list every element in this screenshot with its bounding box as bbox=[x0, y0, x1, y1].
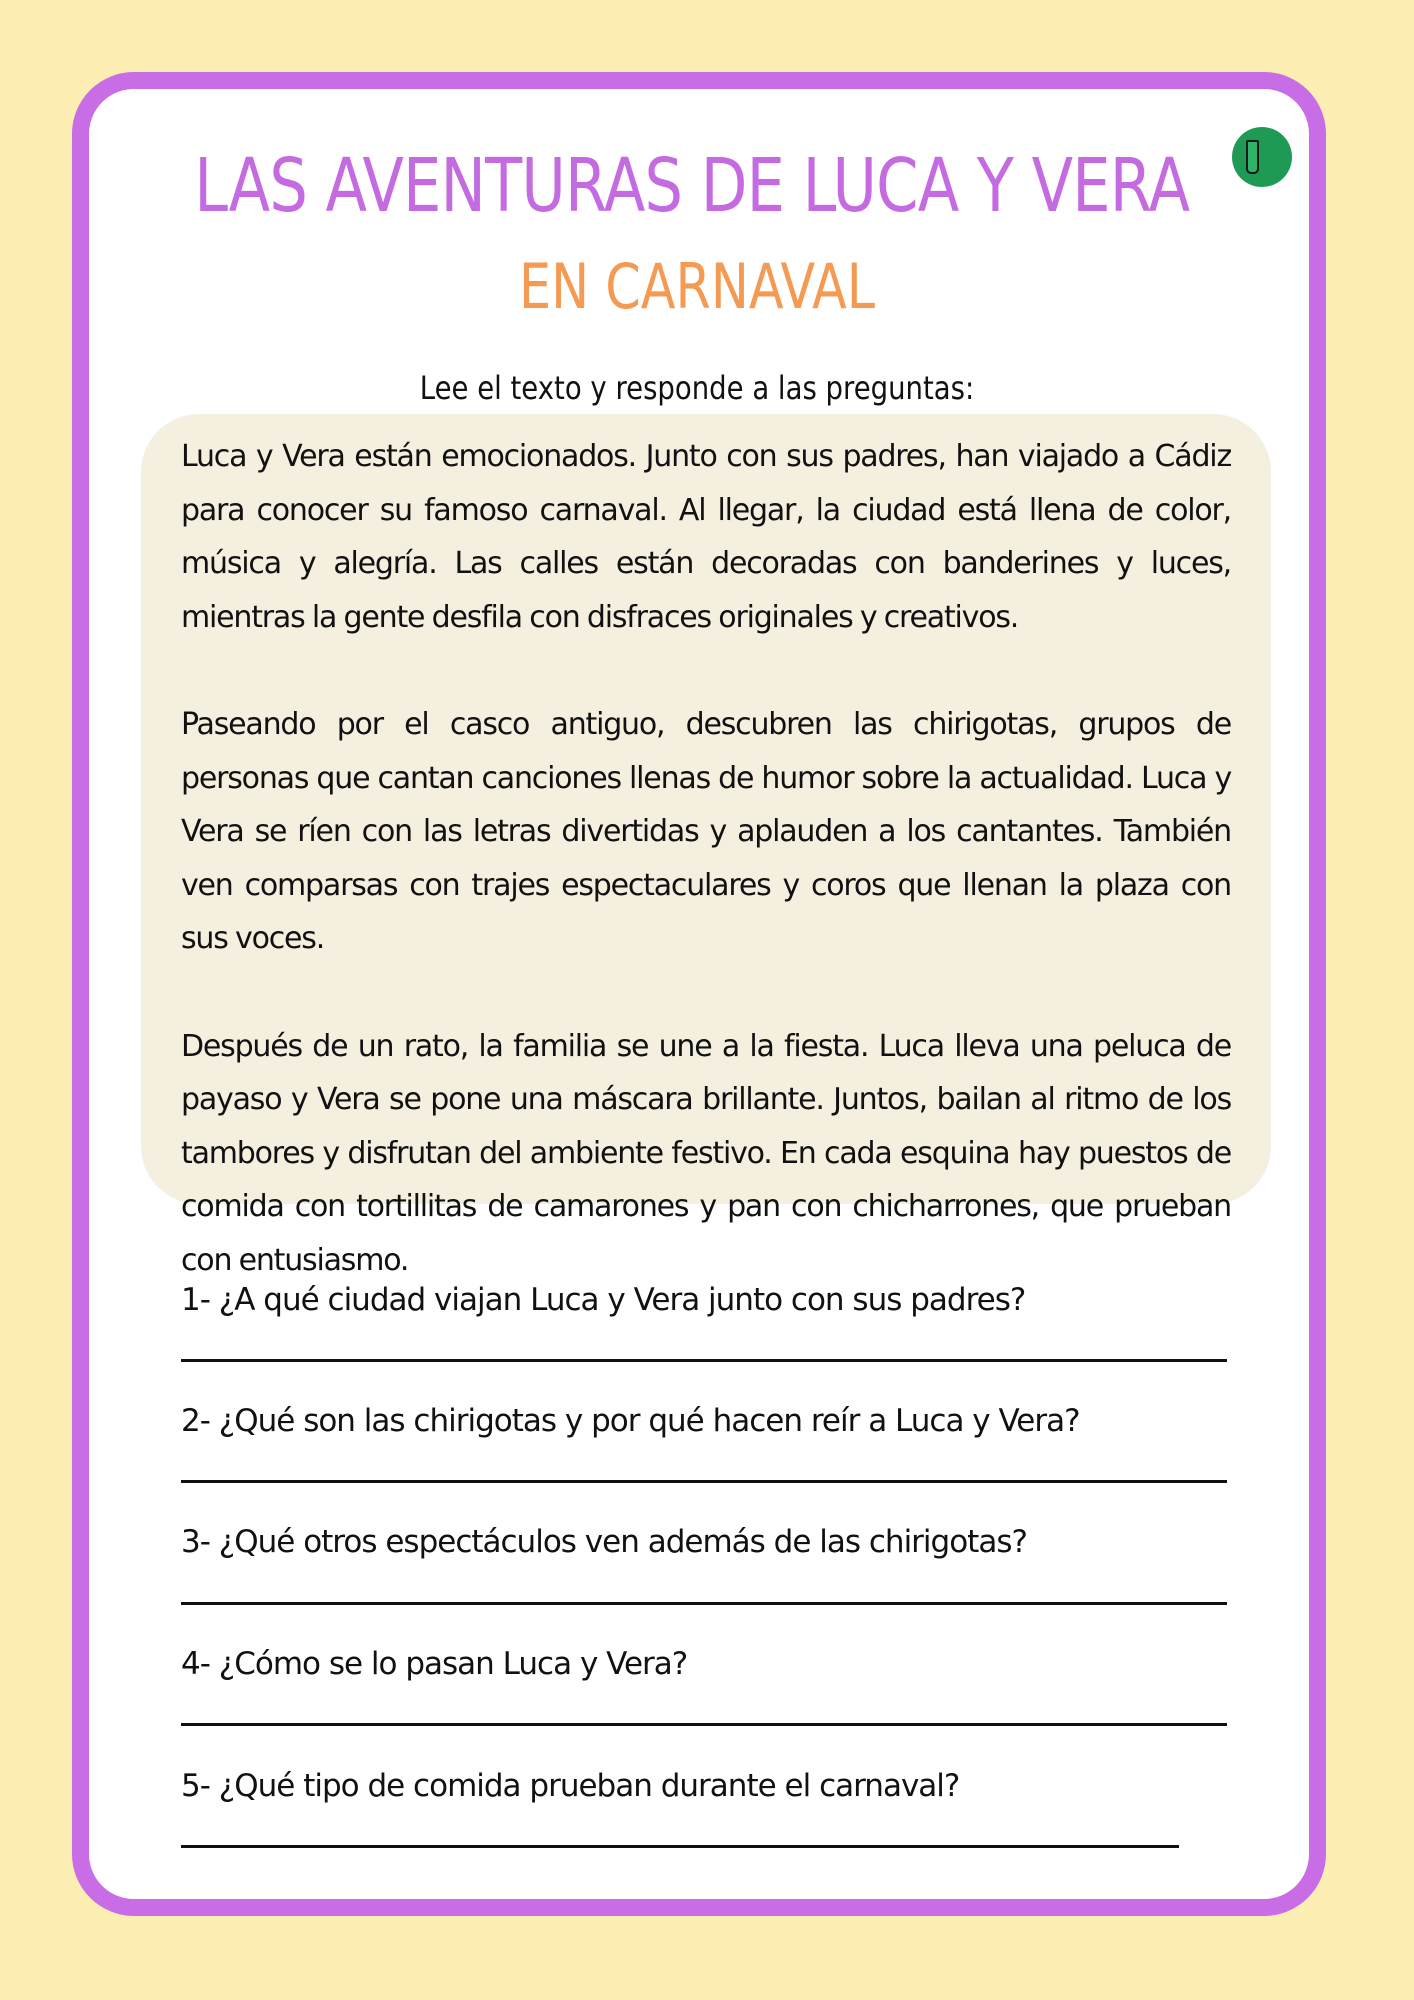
pencil-icon bbox=[1246, 140, 1259, 174]
question-5: 5- ¿Qué tipo de comida prueban durante el carnaval? bbox=[181, 1768, 960, 1804]
reading-text-box bbox=[141, 414, 1271, 1278]
question-2: 2- ¿Qué son las chirigotas y por qué hacen reír a Luca y Vera? bbox=[181, 1403, 1080, 1439]
answer-line-3[interactable] bbox=[181, 1602, 1227, 1605]
answer-line-1[interactable] bbox=[181, 1359, 1227, 1362]
reading-paragraph-1: Luca y Vera están emocionados. Junto con sus padres, han viajado a Cádiz para conocer su famoso carnaval. Al llegar, la ciudad está llena de color, música y alegría. Las calles están decoradas con banderines y luces, mientras la gente desfila con disfraces originales y creativos. bbox=[181, 439, 1231, 635]
answer-line-2[interactable] bbox=[181, 1480, 1227, 1483]
worksheet-card bbox=[72, 72, 1326, 1916]
pencil-logo-icon bbox=[1232, 127, 1292, 187]
reading-paragraph-2: Paseando por el casco antiguo, descubren las chirigotas, grupos de personas que cantan canciones llenas de humor sobre la actualidad. Luca y Vera se ríen con las letras divertidas y aplauden a los cantantes. También ven comparsas con trajes espectaculares y coros que llenan la plaza con sus voces. bbox=[181, 707, 1231, 956]
answer-line-5[interactable] bbox=[181, 1845, 1179, 1848]
instruction-text: Lee el texto y responde a las preguntas: bbox=[419, 369, 975, 407]
worksheet-subtitle: EN CARNAVAL bbox=[518, 250, 876, 323]
question-4: 4- ¿Cómo se lo pasan Luca y Vera? bbox=[181, 1646, 688, 1682]
question-3: 3- ¿Qué otros espectáculos ven además de las chirigotas? bbox=[181, 1524, 1027, 1560]
reading-paragraph-3: Después de un rato, la familia se une a la fiesta. Luca lleva una peluca de payaso y Vera se pone una máscara brillante. Juntos, bailan al ritmo de los tambores y disfrutan del ambiente festivo. En cada esquina hay puestos de comida con tortillitas de camarones y pan con chicharrones, que prueban con entusiasmo. bbox=[181, 1028, 1231, 1278]
answer-line-4[interactable] bbox=[181, 1723, 1227, 1726]
question-1: 1- ¿A qué ciudad viajan Luca y Vera junto con sus padres? bbox=[181, 1282, 1026, 1318]
worksheet-title: LAS AVENTURAS DE LUCA Y VERA bbox=[194, 143, 1190, 229]
